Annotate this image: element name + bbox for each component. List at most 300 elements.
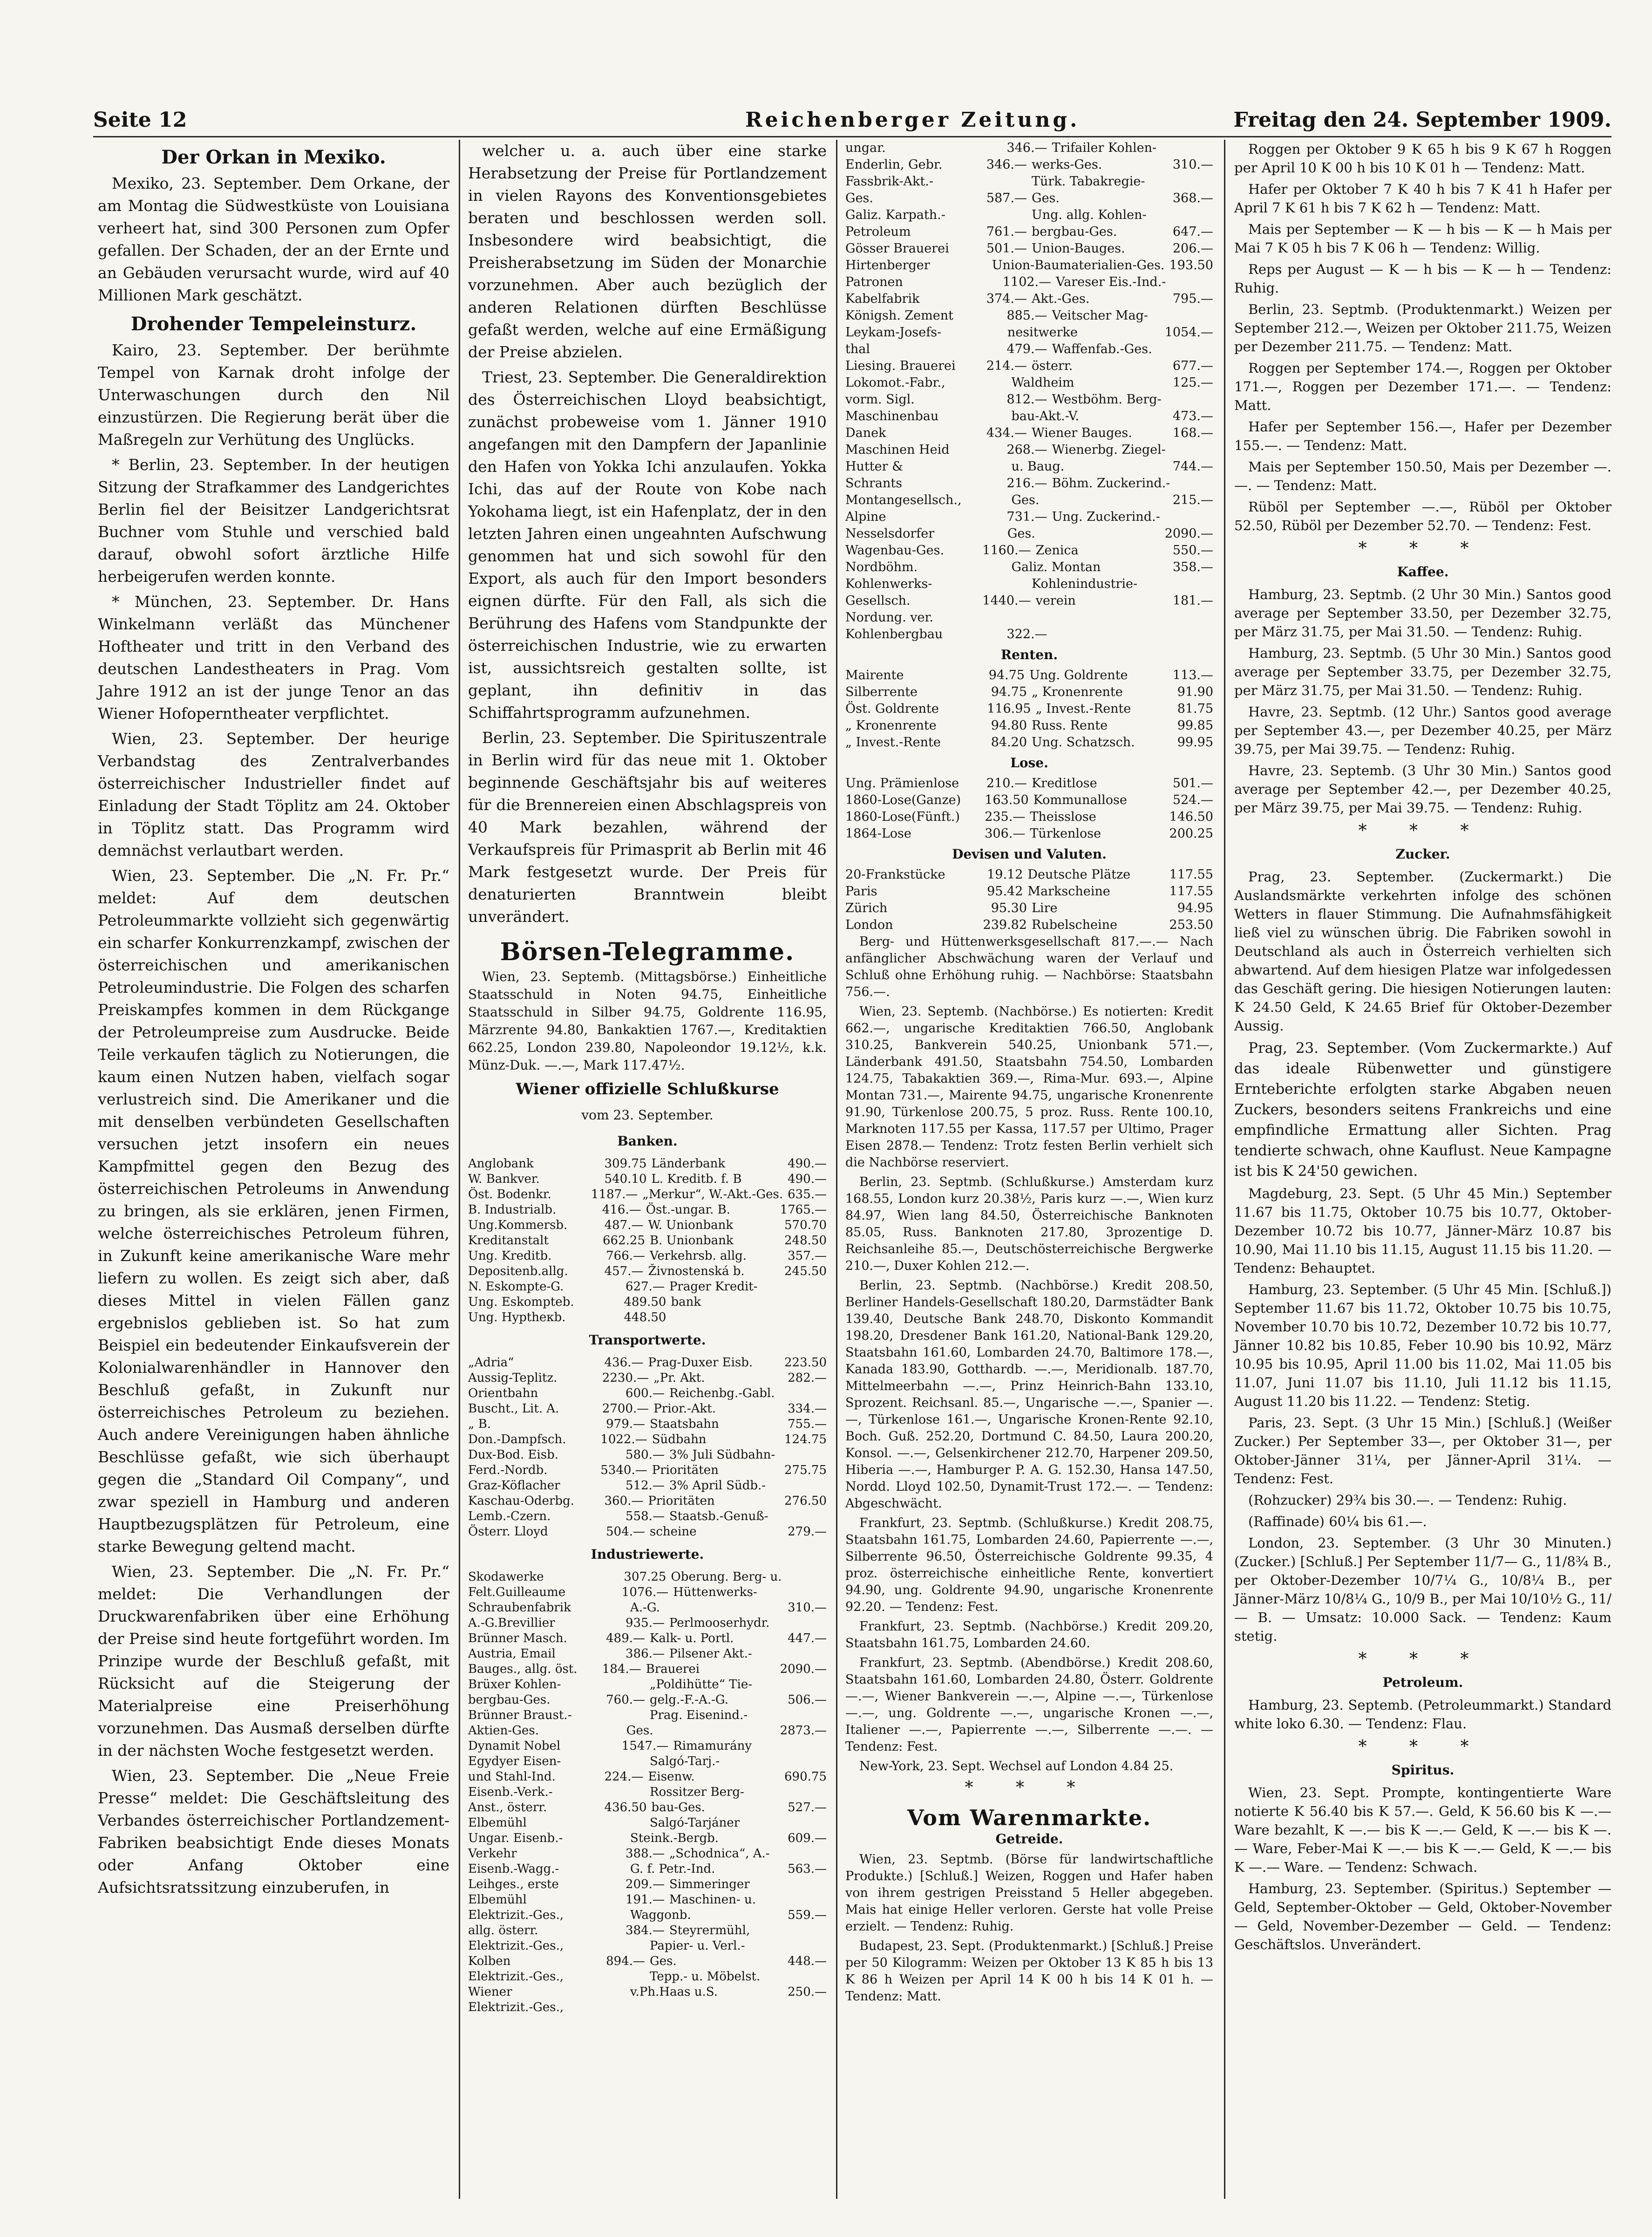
quote-value: 540.10 — [604, 1172, 647, 1186]
security-name: Waldheim — [1011, 375, 1074, 390]
currency-table — [845, 866, 1213, 934]
table-row — [845, 274, 1213, 291]
security-name: Russ. Rente — [1032, 718, 1108, 733]
security-name: Anglobank — [468, 1157, 534, 1171]
market-report: Havre, 23. Septmb. (12 Uhr.) Santos good average per September 43.—, per Dezember 40.25, per März 39.75, per Mai 39.75. — Tendenz: Ruhig. — [1234, 704, 1611, 757]
quote-value: 1102.— — [1002, 275, 1052, 289]
market-report: Hamburg, 23. Septmb. (2 Uhr 30 Min.) Santos good average per September 33.50, per Dezember 32.75, per März 31.75, per Mai 31.50. — Tendenz: Ruhig. — [1234, 587, 1611, 640]
issue-date: Freitag den 24. September 1909. — [1233, 108, 1611, 132]
quote-value: 19.12 — [987, 867, 1023, 882]
table-row — [468, 1739, 827, 1754]
quote-value: 215.— — [1172, 493, 1213, 507]
security-name: Elektrizit.-Ges., — [468, 2000, 564, 2014]
table-row — [845, 341, 1213, 358]
security-name: Dynamit Nobel — [468, 1739, 561, 1753]
quote-value: 1765.— — [780, 1203, 827, 1217]
quote-value: 374.— — [986, 292, 1027, 306]
security-name: scheine — [650, 1525, 697, 1539]
quote-value: 487.— — [604, 1218, 644, 1232]
newspaper-title: Reichenberger Zeitung. — [745, 108, 1080, 132]
quote-value: 812.— — [1006, 392, 1047, 407]
table-row — [845, 442, 1213, 458]
market-report: Berg- und Hüttenwerksgesellschaft 817.—.— Nach anfänglicher Abschwächung waren der Verlauf und Schluß ohne Erhöhung ruhig. — Nachbörse: Staatsbahn 756.—. — [845, 934, 1213, 999]
security-name: „Pr. Akt. — [653, 1371, 705, 1385]
security-name: Hüttenwerks- — [673, 1585, 757, 1599]
quote-value: 600.— — [625, 1386, 665, 1400]
quote-value: 248.50 — [784, 1234, 827, 1248]
quote-value: 501.— — [986, 241, 1027, 256]
market-report: Wien, 23. Septmb. (Börse für landwirtschaftliche Produkte.) [Schluß.] Weizen, Roggen und Hafer haben von ihrem gestrigen Preisstand 5 Heller abgegeben. Mais hat einige Heller verloren. Gerste hat volle Preise erzielt. — Tendenz: Ruhig. — [845, 1852, 1213, 1934]
security-name: Depositenb.allg. — [468, 1264, 568, 1278]
security-name: Austria, Email — [468, 1647, 556, 1661]
market-report: Hafer per Oktober 7 K 40 h bis 7 K 41 h Hafer per April 7 K 61 h bis 7 K 62 h — Tendenz: Matt. — [1234, 181, 1611, 216]
quote-value: 322.— — [1006, 627, 1047, 641]
table-row — [468, 1677, 827, 1692]
security-name: Prior.-Akt. — [653, 1402, 716, 1416]
security-name: Don.-Dampfsch. — [468, 1432, 566, 1446]
table-row — [845, 307, 1213, 324]
quote-value: 116.95 — [987, 702, 1031, 716]
table-row — [845, 701, 1213, 717]
table-row — [468, 1692, 827, 1708]
security-name: Reichenbg.-Gabl. — [669, 1386, 775, 1400]
header-rule — [93, 136, 1611, 137]
section-headline: Vom Warenmarkte. — [907, 1805, 1152, 1830]
security-name: 1864-Lose — [845, 826, 911, 841]
quote-value: 2230.— — [602, 1371, 649, 1385]
security-name: Rubelscheine — [1032, 918, 1117, 932]
security-name: London — [845, 918, 893, 932]
table-row — [845, 792, 1213, 809]
security-name: thal — [845, 342, 870, 356]
security-name: Brüxer Kohlen- — [468, 1678, 561, 1691]
table-row — [845, 609, 1213, 626]
security-name: Türk. Tabakregie- — [1032, 174, 1145, 189]
article-paragraph: Wien, 23. September. Die „Neue Freie Presse“ meldet: Die Geschäftsleitung des Verbandes österreichischer Portlandzement-Fabriken beabsichtigt Ende dieses Monats oder Anfang Oktober eine Aufsichtsratssitzung einzuberufen, in — [98, 1766, 449, 1896]
security-name: 1860-Lose(Fünft.) — [845, 810, 960, 824]
headline: Drohender Tempeleinsturz. — [130, 313, 417, 335]
quote-value: 91.90 — [1177, 685, 1213, 699]
security-name: Öst. Goldrente — [845, 702, 939, 716]
security-name — [671, 1310, 822, 1325]
security-name: Elbemühl — [468, 1816, 527, 1830]
security-name: Wagenbau-Ges. — [845, 543, 945, 558]
quote-value: 527.— — [788, 1801, 827, 1814]
security-name: Trifailer Kohlen- — [1052, 141, 1157, 155]
column-4 — [1234, 140, 1611, 2203]
table-row — [468, 1172, 827, 1187]
quote-value: 647.— — [1172, 225, 1213, 239]
security-name: werks-Ges. — [1032, 157, 1102, 172]
market-report: Prag, 23. September. (Vom Zuckermarkte.) Auf das ideale Rübenwetter und günstigere Ernteberichte erfolgten starke Abgaben neuen Zuckers, besonders seitens Frankreichs und eine empfindliche Ermattung aller Sichten. Prag tendierte schwach, ohne Kauflust. Neue Kampagne ist bis K 24'50 gewichen. — [1234, 1040, 1611, 1180]
security-name: Hutter & — [845, 459, 904, 474]
table-row — [468, 1248, 827, 1264]
security-name: Verkehrsb. allg. — [650, 1249, 747, 1263]
security-name: Silberrente — [845, 685, 918, 699]
security-name — [1052, 626, 1209, 643]
table-row — [468, 1264, 827, 1279]
market-report: (Rohzucker) 29¾ bis 30.—. — Tendenz: Ruhig. — [1248, 1492, 1567, 1508]
security-name: „Schodnica“, A.- — [669, 1847, 770, 1861]
security-name: „Merkur“, W.-Akt.-Ges. — [642, 1187, 783, 1201]
quote-value: 677.— — [1172, 359, 1213, 373]
quote-value: 1022.— — [600, 1432, 647, 1446]
quote-value: 310.— — [788, 1601, 827, 1615]
security-name: Buscht., Lit. A. — [468, 1402, 559, 1416]
quote-value: 306.— — [985, 826, 1026, 841]
table-row — [845, 190, 1213, 207]
security-name: Elektrizit.-Ges., — [468, 1939, 564, 1953]
quote-value: 979.— — [606, 1417, 645, 1431]
market-report: Reps per August — K — h bis — K — h — Tendenz: Ruhig. — [1234, 261, 1611, 296]
security-name: Länderbank — [651, 1157, 726, 1171]
security-name: Leihges., erste — [468, 1877, 559, 1891]
table-row — [845, 173, 1213, 190]
table-section-title: Petroleum. — [1382, 1675, 1463, 1690]
quote-value: 635.— — [788, 1187, 827, 1201]
table-row — [468, 1877, 827, 1892]
security-name: Maschinen Heid — [845, 443, 950, 457]
market-report: Hamburg, 23. Septmb. (5 Uhr 30 Min.) Santos good average per September 33.75, per Dezember 32.75, per März 31.75, per Mai 31.50. — Tendenz: Ruhig. — [1234, 645, 1611, 698]
article-paragraph: Wien, 23. Septemb. (Mittagsbörse.) Einheitliche Staatsschuld in Noten 94.75, Einheitliche Staatsschuld in Silber 94.75, Goldrente 116.95, Märzrente 94.80, Bankaktien 1767.—, Kreditaktien 662.25, London 239.80, Napoleondor 19.12½, k.k. Münz-Duk. —.—, Mark 117.47½. — [468, 969, 827, 1073]
quote-value: 2700.— — [602, 1402, 649, 1416]
security-name: Eisenb.-Verk.- — [468, 1785, 553, 1799]
security-name: Maschinenbau — [845, 409, 939, 423]
security-name: B. Unionbank — [650, 1234, 734, 1248]
security-name: Staatsb.-Genuß- — [669, 1509, 768, 1523]
quote-value: 448.— — [788, 1954, 827, 1968]
table-section-title: Zucker. — [1395, 846, 1450, 862]
table-row — [845, 900, 1213, 917]
security-name: Maschinen- u. — [669, 1893, 756, 1907]
table-section-title: Transportwerte. — [589, 1332, 706, 1348]
quote-value: 1187.— — [591, 1187, 638, 1201]
table-row — [468, 1616, 827, 1631]
security-name: allg. österr. — [468, 1923, 538, 1937]
quote-value: 346.— — [986, 157, 1027, 172]
security-name: Akt.-Ges. — [1032, 292, 1090, 306]
quote-value: 524.— — [1172, 793, 1213, 807]
quote-value: 193.50 — [1169, 258, 1213, 273]
section-headline: Börsen-Telegramme. — [500, 938, 795, 966]
quote-value: 358.— — [1172, 560, 1213, 574]
security-name: Markscheine — [1027, 884, 1110, 899]
market-report: Berlin, 23. Septmb. (Nachbörse.) Kredit 208.50, Berliner Handels-Gesellschaft 180.20, Darmstädter Bank 139.40, Deutsche Bank 248.70, Diskonto Kommandit 198.20, Dresdener Bank 161.20, National-Bank 129.20, Staatsbahn 161.60, Lombarden 24.70, Baltimore 178.—, Kanada 183.90, Gotthardb. —.—, Meridionalb. 187.70, Mittelmeerbahn —.—, Prinz Heinrich-Bahn 133.10, Sprozent. Reichsanl. 85.—, Ungarische —.—, Spanier —.—, Türkenlose 161.—, Ungarische Kronen-Rente 92.10, Boch. Guß. 252.20, Dortmund C. 84.50, Laura 200.20, Konsol. —.—, Gelsenkirchener 212.70, Harpener 209.50, Hiberia —.—, Hamburger P. A. G. 152.30, Hansa 147.50, Nordd. Lloyd 102.50, Dynamit-Trust 172.—. — Tendenz: Abgeschwächt. — [845, 1278, 1213, 1511]
quote-value: 447.— — [788, 1631, 827, 1645]
security-name: Kolben — [468, 1954, 511, 1968]
security-name: „ Invest.-Rente — [845, 735, 941, 750]
quote-value: 206.— — [1172, 241, 1213, 256]
security-name: Galiz. Montan — [1011, 560, 1101, 574]
table-row — [468, 1447, 827, 1463]
table-row — [845, 240, 1213, 257]
table-row — [845, 475, 1213, 492]
column-1 — [98, 140, 449, 2203]
table-row — [468, 1355, 827, 1371]
security-name: Ferd.-Nordb. — [468, 1463, 548, 1477]
quote-value: 436.— — [604, 1356, 644, 1370]
market-report: Hamburg, 23. September. (Spiritus.) September — Geld, September-Oktober — Geld, Oktober-November — Geld, November-Dezember — Geld. — Tendenz: Geschäftslos. Unverändert. — [1234, 1881, 1611, 1952]
table-row — [468, 1233, 827, 1248]
quote-value: 124.75 — [784, 1432, 827, 1446]
stock-table-industry — [468, 1569, 827, 2015]
separator-stars: * * * — [1358, 821, 1488, 840]
table-row — [468, 1631, 827, 1646]
table-row — [845, 684, 1213, 701]
article-paragraph: Kairo, 23. September. Der berühmte Tempel von Karnak droht infolge der Unterwaschungen durch den Nil einzustürzen. Die Regierung berät über die Maßregeln zur Verhütung des Unglücks. — [98, 341, 449, 449]
security-name: Deutsche Plätze — [1027, 867, 1131, 882]
quote-value: 512.— — [625, 1479, 665, 1493]
security-name: Alpine — [845, 510, 886, 524]
security-name: Liesing. Brauerei — [845, 359, 956, 373]
security-name: „ B. — [468, 1417, 491, 1431]
table-row — [468, 1585, 827, 1600]
separator-stars: * * * — [1358, 539, 1488, 558]
security-name: Ges. — [1011, 493, 1040, 507]
quote-value: 436.50 — [604, 1801, 647, 1814]
quote-value: 282.— — [788, 1371, 827, 1385]
security-name: Patronen — [845, 275, 903, 289]
security-name: Kalk- u. Portl. — [650, 1631, 734, 1645]
security-name: Türkenlose — [1030, 826, 1101, 841]
security-name: Nordung. ver. — [845, 610, 934, 625]
table-section-title: Industriewerte. — [591, 1547, 704, 1562]
security-name: Kohlenbergbau — [845, 627, 943, 641]
security-name: Prag-Duxer Eisb. — [648, 1356, 753, 1370]
quote-value: 506.— — [788, 1693, 827, 1707]
security-name: Kreditanstalt — [468, 1234, 549, 1248]
security-name: vorm. Sigl. — [845, 392, 915, 407]
security-name: Ung. Schatzsch. — [1032, 735, 1135, 750]
quote-value: 490.— — [788, 1157, 827, 1171]
table-row — [468, 1310, 827, 1325]
security-name: Pilsener Akt.- — [669, 1647, 752, 1661]
quote-value: 448.50 — [624, 1310, 666, 1324]
security-name — [1032, 609, 1209, 626]
security-name: Enderlin, Gebr. — [845, 157, 943, 172]
security-name: u. Baug. — [1011, 459, 1065, 474]
security-name: Waffenfab.-Ges. — [1052, 342, 1152, 356]
market-report: Paris, 23. Sept. (3 Uhr 15 Min.) [Schluß.] (Weißer Zucker.) Per September 33—, per Oktober 31—, per Oktober-Jänner 31¼, per Jänner-April 31¼. — Tendenz: Fest. — [1234, 1415, 1611, 1487]
security-name: Tepp.- u. Möbelst. — [650, 1970, 761, 1984]
table-row — [468, 1494, 827, 1509]
quote-value: 795.— — [1172, 292, 1213, 306]
quote-value: 216.— — [1006, 476, 1047, 491]
security-name: N. Eskompte-G. — [468, 1280, 564, 1294]
table-row — [845, 458, 1213, 475]
quote-value: 235.— — [985, 810, 1026, 824]
table-row — [468, 1662, 827, 1677]
quote-value: 276.50 — [784, 1494, 827, 1508]
security-name: bank — [671, 1295, 701, 1309]
market-report: Hamburg, 23. September. (5 Uhr 45 Min. [Schluß.]) September 11.67 bis 11.72, Oktober 10.75 bis 10.75, November 10.70 bis 10.72, Dezember 10.72 bis 10.77, Jänner 10.82 bis 10.85, Feber 10.90 bis 10.92, März 10.95 bis 10.95, April 11.00 bis 11.02, Mai 11.05 bis 11.07, Juni 11.07 bis 11.10, Juli 11.12 bis 11.15, August 11.20 bis 11.22. — Tendenz: Stetig. — [1234, 1282, 1611, 1409]
column-3 — [845, 140, 1213, 2203]
table-row — [468, 1862, 827, 1877]
table-row — [468, 1938, 827, 1954]
table-row — [468, 1831, 827, 1846]
stock-table-continued — [845, 140, 1213, 643]
quote-value: 94.75 — [991, 685, 1027, 699]
security-name: Union-Baumaterialien-Ges. — [992, 258, 1165, 273]
security-name: gelg.-F.-A.-G. — [650, 1693, 729, 1707]
security-name: Galiz. Karpath.- — [845, 208, 945, 222]
security-name: Ung.Kommersb. — [468, 1218, 568, 1232]
security-name: A.-G. — [630, 1601, 660, 1615]
quote-value: 223.50 — [784, 1356, 827, 1370]
market-report: Rüböl per September —.—, Rüböl per Oktober 52.50, Rüböl per Dezember 52.70. — Tendenz: Fest. — [1234, 499, 1611, 533]
quote-value: 384.— — [625, 1923, 665, 1937]
table-row — [845, 717, 1213, 734]
security-name: Westböhm. Berg- — [1052, 392, 1162, 407]
table-row — [845, 525, 1213, 542]
table-row — [468, 1785, 827, 1800]
table-row — [468, 1202, 827, 1218]
security-name: Graz-Köflacher — [468, 1479, 560, 1493]
security-name: 1860-Lose(Ganze) — [845, 793, 961, 807]
quote-value: 168.— — [1172, 426, 1213, 440]
quote-value: 239.82 — [983, 918, 1027, 932]
market-report: Hamburg, 23. Septemb. (Petroleummarkt.) Standard white loko 6.30. — Tendenz: Flau. — [1234, 1697, 1611, 1732]
table-row — [845, 425, 1213, 442]
security-name: Anst., österr. — [468, 1801, 547, 1814]
quote-value: 84.20 — [991, 735, 1027, 750]
security-name: „ Kronenrente — [845, 718, 937, 733]
quote-value: 360.— — [604, 1494, 644, 1508]
security-name: Ges. — [1032, 191, 1060, 205]
security-name: Böhm. Zuckerind.- — [1052, 476, 1170, 491]
separator-stars: * * * — [1358, 1737, 1488, 1756]
security-name: Kabelfabrik — [845, 292, 920, 306]
security-name: Schraubenfabrik — [468, 1601, 571, 1615]
security-name: verein — [1035, 593, 1076, 608]
security-name: Orientbahn — [468, 1386, 538, 1400]
security-name: Salgó-Tarj.- — [650, 1754, 720, 1768]
security-name: Lokomot.-Fabr., — [845, 375, 945, 390]
table-row — [845, 917, 1213, 934]
quote-value: 117.55 — [1169, 867, 1213, 882]
quote-value: 885.— — [1006, 308, 1047, 323]
security-name: Montangesellsch., — [845, 493, 962, 507]
quote-value: 434.— — [986, 426, 1027, 440]
table-row — [468, 1371, 827, 1386]
quote-value: 2090.— — [1164, 526, 1213, 541]
article-paragraph: Triest, 23. September. Die Generaldirektion des Österreichischen Lloyd beabsichtigt, zunächst probeweise vom 1. Jänner 1910 angefangen mit den Dampfern der Japanlinie den Hafen von Yokka Ichi anzulaufen. Yokka Ichi, das auf der Route von Kobe nach Yokohama liegt, ist ein Hafenplatz, der in den letzten Jahren einen ungeahnten Aufschwung genommen hat und sich sowohl für den Export, als auch für den Import besonders eignen dürfte. Für den Fall, als sich die Berührung des Hafens vom Standpunkte der österreichischen Industrie, wie zu erwarten ist, aussichtsreich gestalten sollte, ist geplant, ihn definitiv in das Schiffahrtsprogramm aufzunehmen. — [468, 368, 827, 722]
security-name: Verkehr — [468, 1847, 517, 1861]
security-name: Elektrizit.-Ges., — [468, 1908, 564, 1922]
security-name: Mairente — [845, 668, 904, 682]
market-report: Frankfurt, 23. Septmb. (Schlußkurse.) Kredit 208.75, Staatsbahn 161.75, Lombarden 24.60, Papierrente —.—, Silberrente 96.50, Österreichische Goldrente 99.35, 4 proz. österreichische einheitliche Rente, konvertiert 94.90, ung. Goldrente 94.90, ungarische Kronenrente 92.20. — Tendenz: Fest. — [845, 1516, 1213, 1614]
column-divider — [459, 140, 460, 2199]
security-name: Theisslose — [1030, 810, 1096, 824]
quote-value: 184.— — [602, 1662, 641, 1676]
quote-value: 94.75 — [988, 668, 1025, 682]
security-name: Ung. Zuckerind.- — [1052, 510, 1160, 524]
quote-value: 766.— — [606, 1249, 645, 1263]
security-name: und Stahl-Ind. — [468, 1770, 556, 1784]
security-name: Waggonb. — [630, 1908, 691, 1922]
table-row — [468, 1187, 827, 1202]
security-name: Ungar. Eisenb.- — [468, 1831, 563, 1845]
security-name: Brünner Masch. — [468, 1631, 567, 1645]
quote-value: 309.75 — [604, 1157, 647, 1171]
security-name: 3% April Südb.- — [669, 1479, 766, 1493]
security-name: „ Kronenrente — [1032, 685, 1123, 699]
market-report: Roggen per September 174.—, Roggen per Oktober 171.—, Roggen per Dezember 171.—. — Tendenz: Matt. — [1234, 360, 1611, 413]
security-name: Nesselsdorfer — [845, 526, 935, 541]
market-report: Hafer per September 156.—, Hafer per Dezember 155.—. — Tendenz: Matt. — [1234, 419, 1611, 453]
quote-value: 761.— — [986, 225, 1027, 239]
table-row — [845, 391, 1213, 408]
security-name: Živnostenská b. — [648, 1264, 745, 1278]
article-paragraph: Wien, 23. September. Die „N. Fr. Pr.“ meldet: Auf dem deutschen Petroleummarkte vollzieht sich gegenwärtig ein scharfer Konkurrenzkampf, zwischen der österreichischen und amerikanischen Petroleumindustrie. Die Folgen des scharfen Preiskampfes kommen in dem Rückgange der Petroleumpreise zum Ausdrucke. Beide Teile verkaufen täglich zu Notierungen, die kaum einen Nutzen haben, vielfach sogar verlustreich sind. Die Amerikaner und die mit denselben verbündeten Gesellschaften versuchen jetzt insofern ein neues Kampfmittel gegen den Bezug des österreichischen Petroleums in Anwendung zu bringen, als sie erklären, jenen Firmen, welche österreichisches Petroleum führen, in Zukunft keine amerikanische Ware mehr liefern zu wollen. Es zeigt sich aber, daß dieses Mittel in vielen Fällen ganz ergebnislos geblieben ist. So hat zum Beispiel ein bedeutender Einkaufsverein der Kolonialwarenhändler in Hannover den Beschluß gefaßt, in Zukunft nur österreichisches Petroleum zu beziehen. Auch andere Vereinigungen haben ähnliche Beschlüsse gefaßt, wie sich überhaupt gegen die „Standard Oil Company“, und zwar speziell in Hamburg und anderen Hauptbezugsplätzen für Petroleum, eine starke Bewegung geltend macht. — [98, 866, 449, 1555]
table-row — [468, 1295, 827, 1310]
security-name: „Poldihütte“ Tie- — [650, 1678, 752, 1691]
quote-value: 346.— — [1006, 141, 1047, 155]
security-name: Ges. — [1007, 526, 1035, 541]
table-row — [845, 626, 1213, 643]
quote-value: 81.75 — [1177, 702, 1213, 716]
security-name: Perlmooserhydr. — [669, 1616, 770, 1630]
stock-table-banks — [468, 1156, 827, 1325]
security-name: Veitscher Mag- — [1052, 308, 1149, 323]
quote-value: 559.— — [788, 1908, 827, 1922]
security-name: Simmeringer — [669, 1877, 750, 1891]
security-name: Ges. — [626, 1724, 653, 1738]
separator-stars: * * * — [1358, 1650, 1488, 1669]
security-name: Brünner Braust.- — [468, 1708, 572, 1722]
quote-value: 501.— — [1172, 776, 1213, 791]
quote-value: 334.— — [788, 1402, 827, 1416]
security-name: bergbau-Ges. — [468, 1693, 551, 1707]
quote-value: 1054.— — [1164, 325, 1213, 340]
table-section-title: Lose. — [1010, 755, 1048, 771]
article-paragraph: Mexiko, 23. September. Dem Orkane, der am Montag die Südwestküste von Louisiana verheert hat, sind 300 Personen zum Opfer gefallen. Der Schaden, der an der Ernte und an Gebäuden verursacht wurde, wird auf 40 Millionen Mark geschätzt. — [98, 174, 449, 304]
quote-value: 489.50 — [624, 1295, 666, 1309]
security-name: Prioritäten — [652, 1463, 719, 1477]
table-row — [468, 1815, 827, 1831]
headline: Der Orkan in Mexiko. — [161, 146, 386, 168]
market-report: Budapest, 23. Sept. (Produktenmarkt.) [Schluß.] Preise per 50 Kilogramm: Weizen per Oktober 13 K 85 h bis 13 K 86 h Weizen per April 14 K 00 h bis 14 K 01 h. — Tendenz: Matt. — [845, 1939, 1213, 2004]
market-report: New-York, 23. Sept. Wechsel auf London 4.84 25. — [859, 1759, 1174, 1773]
quote-value: 935.— — [625, 1616, 665, 1630]
security-name: Wiener — [468, 1985, 512, 1999]
table-row — [845, 883, 1213, 900]
table-section-title: Getreide. — [995, 1831, 1063, 1847]
security-name: Prager Kredit- — [669, 1280, 758, 1294]
security-name: Kohlenindustrie- — [1032, 577, 1138, 591]
article-paragraph: Wien, 23. September. Die „N. Fr. Pr.“ meldet: Die Verhandlungen der Druckwarenfabriken über eine Erhöhung der Preise sind heute fortgeführt worden. Im Prinzipe wurde der Beschluß gefaßt, mit Rücksicht auf die Steigerung der Materialpreise eine Preiserhöhung vorzunehmen. Das Ausmaß derselben dürfte in der nächsten Woche festgesetzt werden. — [98, 1562, 449, 1760]
security-name: Brauerei — [646, 1662, 700, 1676]
table-row — [468, 1908, 827, 1923]
security-name: Dux-Bod. Eisb. — [468, 1448, 559, 1462]
quote-value: 473.— — [1172, 409, 1213, 423]
quote-value: 490.— — [788, 1172, 827, 1186]
security-name: Öst. Bodenkr. — [468, 1187, 551, 1201]
security-name: Skodawerke — [468, 1570, 544, 1584]
market-report: Havre, 23. Septemb. (3 Uhr 30 Min.) Santos good average per September 42.—, per Dezember 40.25, per März 39.75, per Mai 39.75. — Tendenz: Ruhig. — [1234, 763, 1611, 816]
security-name: Steyrermühl, — [669, 1923, 750, 1937]
table-section-title: Kaffee. — [1397, 564, 1449, 580]
quote-value: 214.— — [986, 359, 1027, 373]
quote-value: 570.70 — [784, 1218, 827, 1232]
security-name: Kommunallose — [1033, 793, 1127, 807]
quote-value: 580.— — [625, 1448, 665, 1462]
quote-value: 275.75 — [784, 1463, 827, 1477]
security-name: Oberung. Berg- u. — [671, 1570, 782, 1584]
table-row — [468, 1156, 827, 1172]
security-name: 20-Frankstücke — [845, 867, 945, 882]
quote-value: 250.— — [788, 1985, 827, 1999]
